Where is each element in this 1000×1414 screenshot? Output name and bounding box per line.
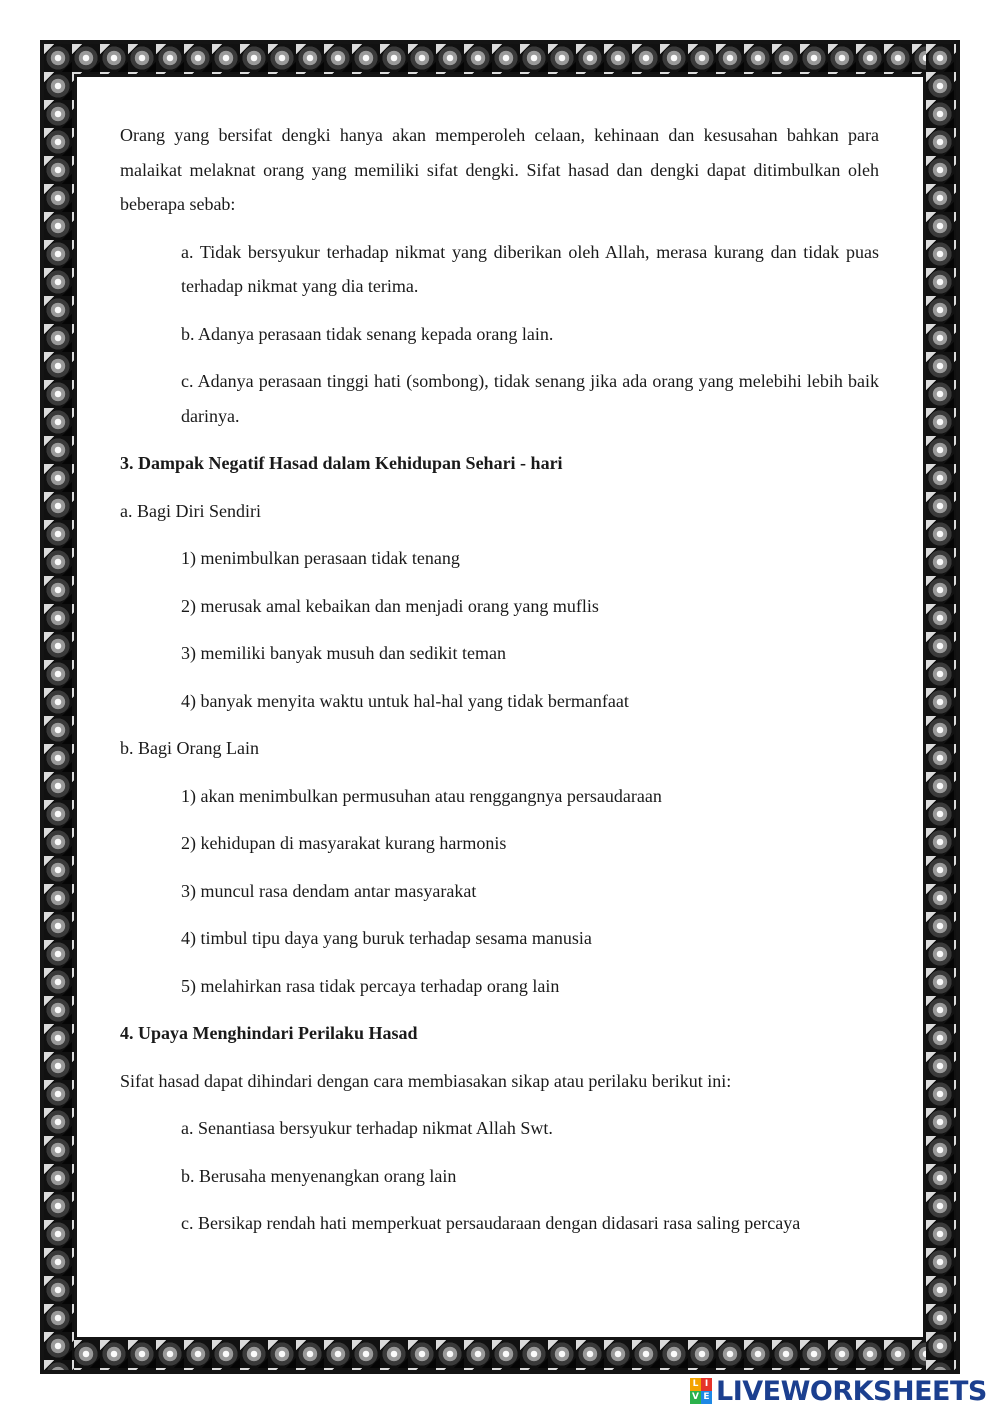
prevention-item: a. Senantiasa bersyukur terhadap nikmat Allah Swt.: [181, 1118, 553, 1138]
prevention-item: c. Bersikap rendah hati memperkuat persaudaraan dengan didasari rasa saling percaya: [181, 1213, 801, 1233]
cause-item: b. Adanya perasaan tidak senang kepada orang lain.: [181, 323, 554, 344]
border-right-strip: [926, 44, 956, 1370]
others-impact-item: 4) timbul tipu daya yang buruk terhadap sesama manusia: [181, 928, 592, 948]
others-impact-item: 3) muncul rasa dendam antar masyarakat: [181, 880, 477, 901]
others-impact-item: 2) kehidupan di masyarakat kurang harmonis: [181, 833, 507, 853]
cause-item: c. Adanya perasaan tinggi hati (sombong), tidak senang jika ada orang yang melebihi lebih baik darinya.: [181, 371, 879, 426]
self-impact-item: 4) banyak menyita waktu untuk hal-hal yang tidak bermanfaat: [181, 690, 629, 711]
liveworksheets-wordmark: LIVEWORKSHEETS: [716, 1375, 987, 1407]
section-4-intro: Sifat hasad dapat dihindari dengan cara membiasakan sikap atau perilaku berikut ini:: [120, 1070, 732, 1091]
others-impact-label: b. Bagi Orang Lain: [120, 738, 259, 758]
cause-item: a. Tidak bersyukur terhadap nikmat yang diberikan oleh Allah, merasa kurang dan tidak puas terhadap nikmat yang dia terima.: [181, 241, 879, 296]
self-impact-item: 1) menimbulkan perasaan tidak tenang: [181, 548, 460, 568]
logo-letter-l: L: [690, 1378, 701, 1391]
liveworksheets-icon: [690, 1378, 712, 1404]
section-3-heading: 3. Dampak Negatif Hasad dalam Kehidupan Sehari - hari: [120, 453, 563, 473]
border-top-strip: [44, 44, 956, 74]
border-bottom-strip: [44, 1340, 956, 1370]
others-impact-item: 5) melahirkan rasa tidak percaya terhadap orang lain: [181, 975, 560, 996]
self-impact-item: 2) merusak amal kebaikan dan menjadi orang yang muflis: [181, 595, 599, 616]
self-impact-label: a. Bagi Diri Sendiri: [120, 500, 261, 521]
section-4-heading: 4. Upaya Menghindari Perilaku Hasad: [120, 1023, 418, 1043]
logo-letter-e: E: [701, 1391, 712, 1404]
liveworksheets-logo: [690, 1374, 990, 1408]
logo-letter-v: V: [690, 1391, 701, 1404]
others-impact-item: 1) akan menimbulkan permusuhan atau renggangnya persaudaraan: [181, 785, 662, 806]
prevention-item: b. Berusaha menyenangkan orang lain: [181, 1165, 457, 1186]
border-left-strip: [44, 44, 74, 1370]
worksheet-content: [120, 118, 879, 1254]
intro-paragraph: Orang yang bersifat dengki hanya akan memperoleh celaan, kehinaan dan kesusahan bahkan para malaikat melaknat orang yang memiliki sifat dengki. Sifat hasad dan dengki dapat ditimbulkan oleh beberapa sebab:: [120, 125, 879, 214]
self-impact-item: 3) memiliki banyak musuh dan sedikit teman: [181, 643, 506, 663]
logo-letter-i: I: [701, 1378, 712, 1391]
